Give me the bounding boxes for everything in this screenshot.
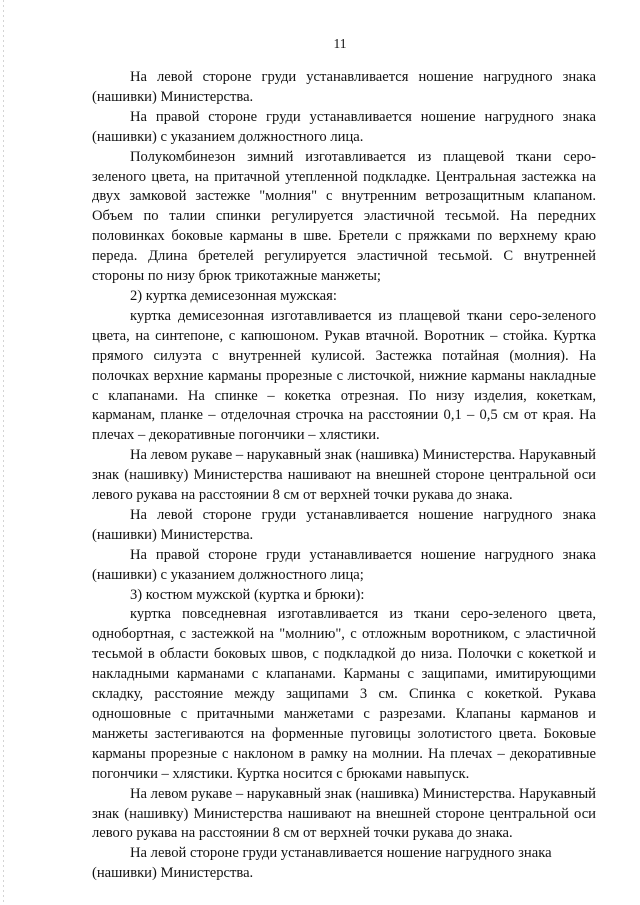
list-item-heading: 3) костюм мужской (куртка и брюки):	[130, 586, 365, 603]
paragraph: куртка демисезонная изготавливается из плащевой ткани серо-зеленого цвета, на синтепоне, с капюшоном. Рукав втачной. Воротник – стойка. Куртка прямого силуэта с внутренней кулисой. Застежка потайная (молния). На полочках верхние карманы прорезные с листочкой, нижние карманы накладные с клапанами. На спинке – кокетка отрезная. По низу изделия, кокеткам, карманам, планке – отделочная строчка на расстоянии 0,1 – 0,5 см от края. На плечах – декоративные погончики – хлястики.	[92, 307, 596, 444]
paragraph: На левом рукаве – нарукавный знак (нашивка) Министерства. Нарукавный знак (нашивку) Министерства нашивают на внешней стороне центральной оси левого рукава на расстоянии 8 см от верхней точки рукава до знака.	[92, 785, 596, 842]
scan-edge-line	[3, 0, 4, 905]
paragraph: куртка повседневная изготавливается из ткани серо-зеленого цвета, однобортная, с застежкой на "молнию", с отложным воротником, с эластичной тесьмой в области боковых швов, с подкладкой до низа. Полочки с кокеткой и накладными карманами с клапанами. Карманы с защипами, имитирующими складку, расстояние между защипами 3 см. Спинка с кокеткой. Рукава одношовные с притачными манжетами с разрезами. Клапаны карманов и манжеты застегиваются на форменные пуговицы золотистого цвета. Боковые карманы прорезные с наклоном в рамку на молнии. На плечах – декоративные погончики – хлястики. Куртка носится с брюками навыпуск.	[92, 606, 596, 782]
paragraph: На правой стороне груди устанавливается ношение нагрудного знака (нашивки) с указанием должностного лица;	[92, 546, 596, 583]
list-item-heading: 2) куртка демисезонная мужская:	[130, 287, 337, 304]
paragraph: На правой стороне груди устанавливается ношение нагрудного знака (нашивки) с указанием должностного лица.	[92, 108, 596, 145]
paragraph: На левой стороне груди устанавливается ношение нагрудного знака (нашивки) Министерства.	[92, 845, 552, 882]
paragraph: На левой стороне груди устанавливается ношение нагрудного знака (нашивки) Министерства.	[92, 506, 596, 543]
paragraph: На левой стороне груди устанавливается ношение нагрудного знака (нашивки) Министерства.	[92, 69, 596, 105]
paragraph: На левом рукаве – нарукавный знак (нашивка) Министерства. Нарукавный знак (нашивку) Министерства нашивают на внешней стороне центральной оси левого рукава на расстоянии 8 см от верхней точки рукава до знака.	[92, 447, 596, 504]
paragraph: Полукомбинезон зимний изготавливается из плащевой ткани серо-зеленого цвета, на притачной утепленной подкладке. Центральная застежка на двух замковой застежке "молния" с внутренним ветрозащитным клапаном. Объем по талии спинки регулируется эластичной тесьмой. На передних половинках боковые карманы в шве. Бретели с пряжками по верхнему краю переда. Длина бретелей регулируется эластичной тесьмой. С внутренней стороны по низу брюк трикотажные манжеты;	[92, 148, 596, 285]
body-text	[92, 68, 596, 884]
page-number: 11	[333, 36, 347, 51]
